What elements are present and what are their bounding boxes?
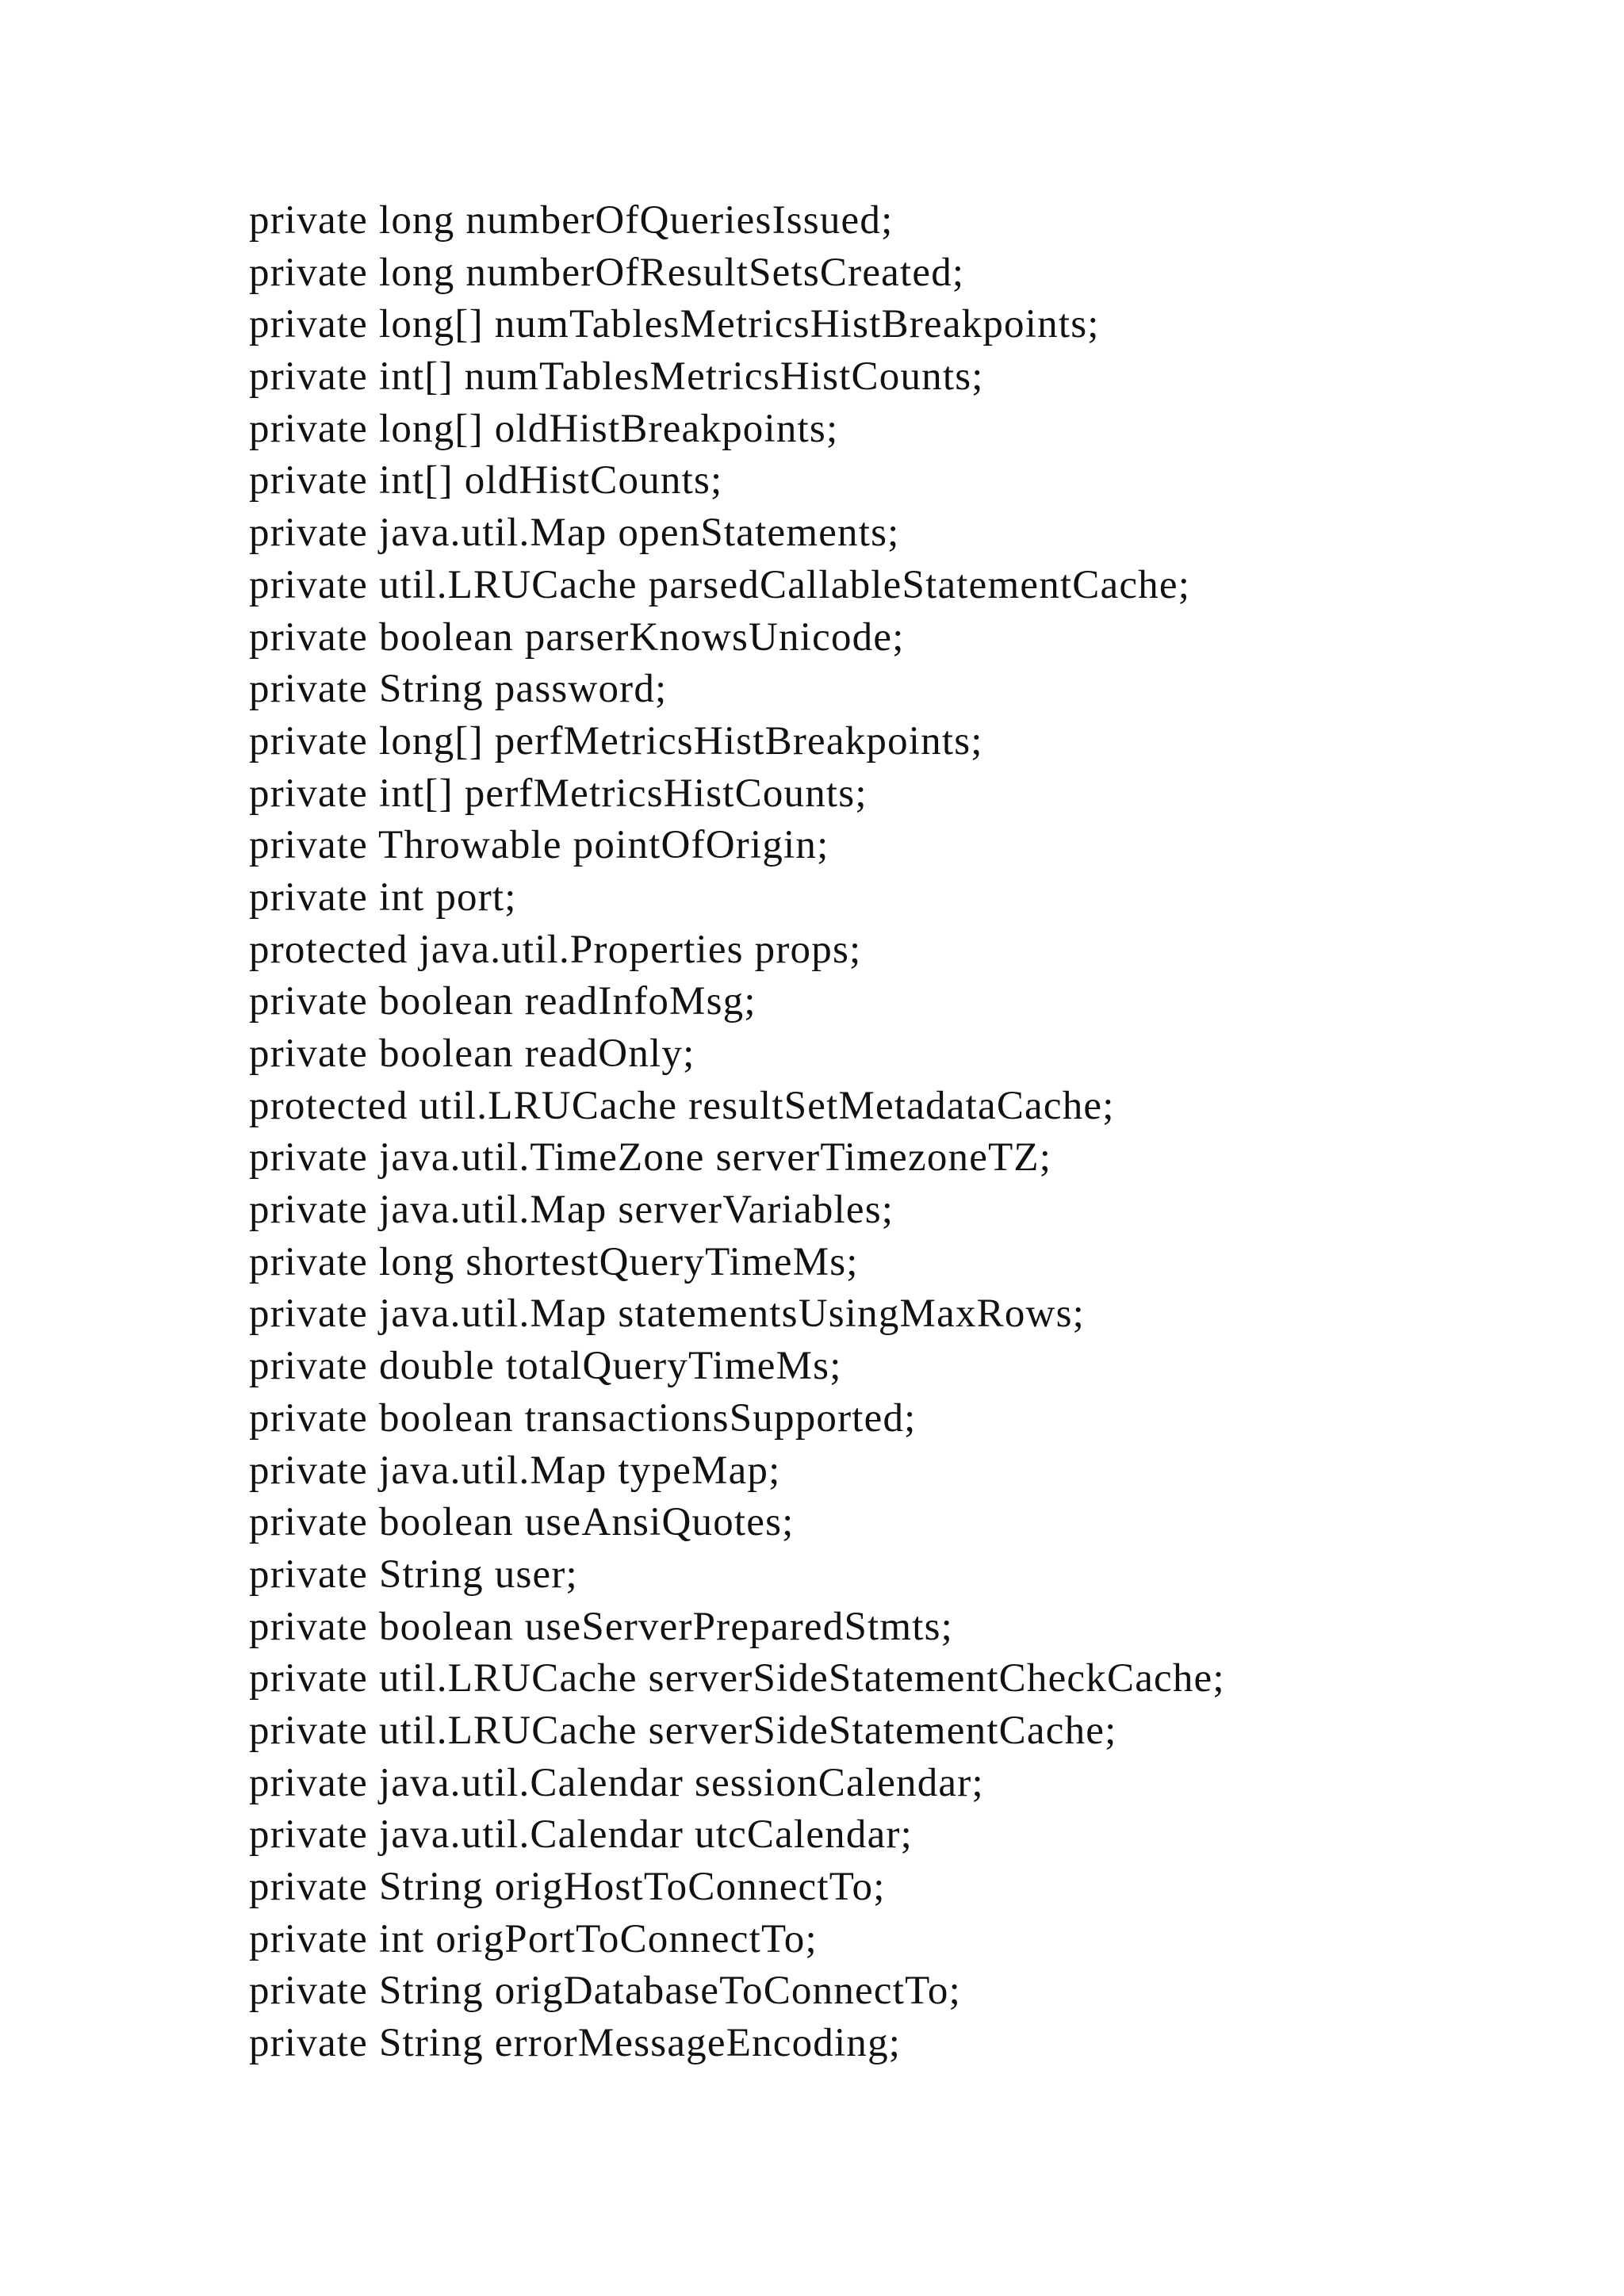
code-line: private int[] perfMetricsHistCounts; (249, 771, 868, 816)
code-line: private boolean useServerPreparedStmts; (249, 1604, 954, 1649)
code-line: private java.util.Map serverVariables; (249, 1188, 894, 1233)
code-line: private java.util.Calendar sessionCalendar; (249, 1760, 984, 1805)
code-line: private int port; (249, 874, 517, 920)
code-line: private boolean transactionsSupported; (249, 1395, 917, 1441)
code-line: private String errorMessageEncoding; (249, 2021, 902, 2066)
code-line: private long numberOfQueriesIssued; (249, 198, 894, 243)
code-line: private java.util.Map typeMap; (249, 1448, 781, 1493)
code-line: private String password; (249, 667, 668, 712)
field-declarations-block (249, 195, 1225, 2070)
code-line: private boolean readInfoMsg; (249, 979, 756, 1024)
code-line: private java.util.Map statementsUsingMaxRows; (249, 1292, 1086, 1337)
code-line: private int[] oldHistCounts; (249, 458, 723, 503)
code-line: private util.LRUCache serverSideStatementCache; (249, 1708, 1117, 1753)
code-line: private int origPortToConnectTo; (249, 1916, 818, 1961)
code-line: private long[] numTablesMetricsHistBreakpoints; (249, 302, 1100, 347)
code-line: private boolean useAnsiQuotes; (249, 1500, 795, 1545)
code-line: private long numberOfResultSetsCreated; (249, 250, 965, 295)
code-line: private java.util.Map openStatements; (249, 511, 900, 556)
code-line: private Throwable pointOfOrigin; (249, 823, 829, 868)
code-line: private java.util.TimeZone serverTimezoneTZ; (249, 1135, 1052, 1181)
code-line: protected java.util.Properties props; (249, 927, 862, 972)
code-line: protected util.LRUCache resultSetMetadataCache; (249, 1083, 1115, 1128)
code-line: private util.LRUCache serverSideStatementCheckCache; (249, 1656, 1225, 1701)
code-line: private int[] numTablesMetricsHistCounts; (249, 354, 984, 400)
code-line: private boolean readOnly; (249, 1031, 695, 1076)
code-line: private String origHostToConnectTo; (249, 1865, 886, 1909)
code-line: private long shortestQueryTimeMs; (249, 1239, 859, 1284)
code-line: private long[] perfMetricsHistBreakpoints; (249, 718, 983, 763)
code-line: private boolean parserKnowsUnicode; (249, 614, 905, 660)
code-line: private double totalQueryTimeMs; (249, 1344, 842, 1389)
code-line: private long[] oldHistBreakpoints; (249, 406, 839, 451)
code-line: private String user; (249, 1552, 578, 1597)
code-line: private util.LRUCache parsedCallableStatementCache; (249, 562, 1191, 607)
code-line: private String origDatabaseToConnectTo; (249, 1969, 961, 2014)
code-line: private java.util.Calendar utcCalendar; (249, 1812, 913, 1858)
